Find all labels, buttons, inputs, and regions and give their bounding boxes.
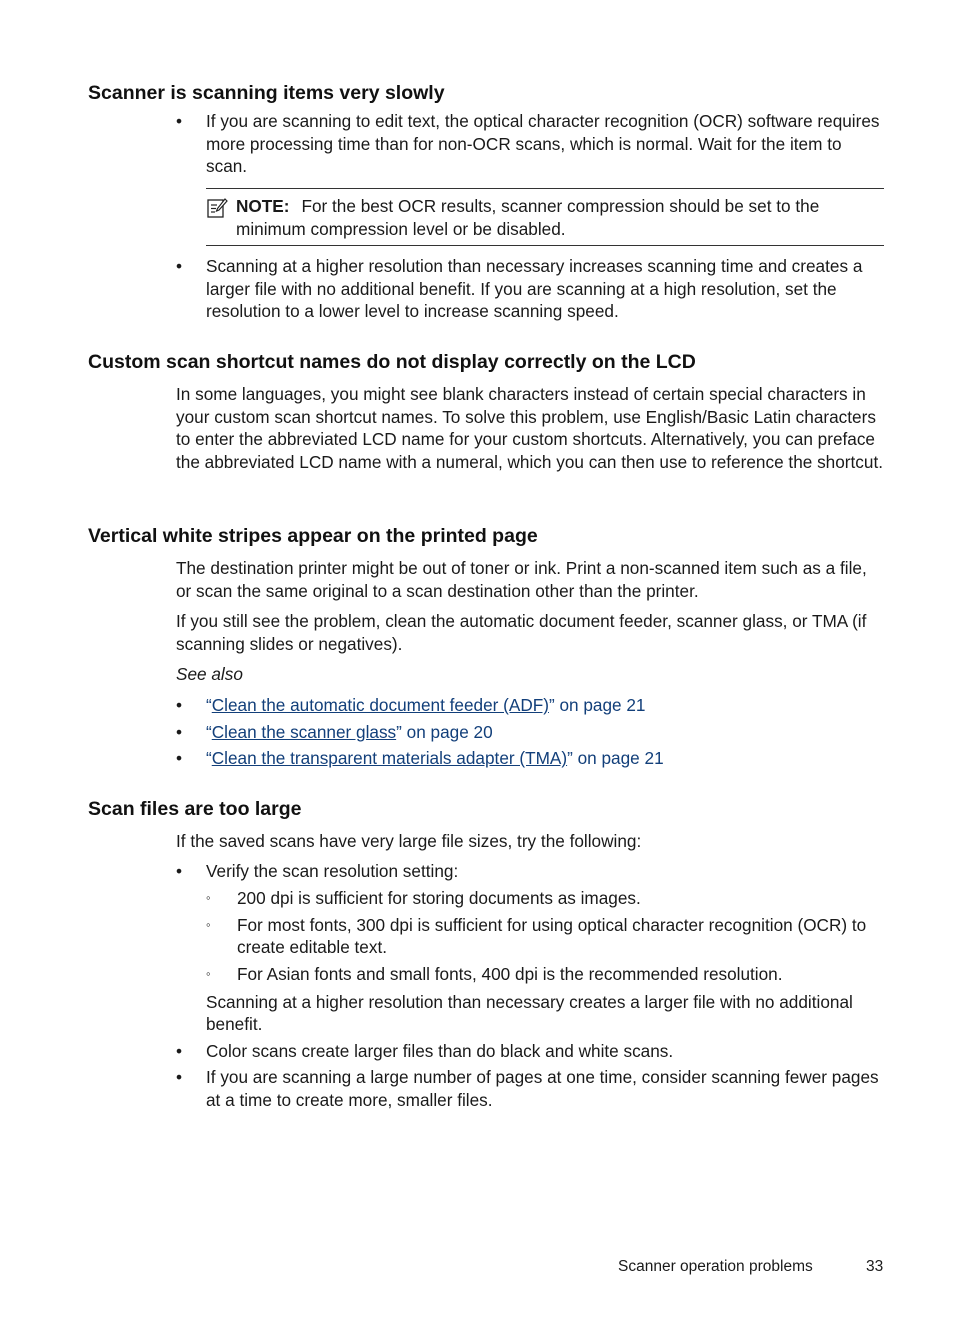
paragraph: The destination printer might be out of toner or ink. Print a non-scanned item such as a file, or scan the same original to a scan destination other than the printer.: [176, 558, 867, 601]
bullet-list: [176, 255, 886, 323]
list-item: • Verify the scan resolution setting: ◦ 200 dpi is sufficient for storing documents as images. ◦ For most fonts, 300 dpi is sufficient for using optical character recognition (OCR) to create editable text. ◦ For Asian fonts and small fonts, 400 dpi is the recommended resolution. Scanning at a higher resolution than necessary creates a larger file with no additional benefit.: [176, 860, 886, 1036]
paragraph: Scanning at a higher resolution than necessary creates a larger file with no additional benefit.: [206, 991, 853, 1035]
list-item: • If you are scanning to edit text, the optical character recognition (OCR) software requires more processing time than for non-OCR scans, which is normal. Wait for the item to scan.: [176, 110, 886, 178]
link-clean-scanner-glass[interactable]: “Clean the scanner glass” on page 20: [206, 721, 493, 742]
list-item: [176, 694, 886, 717]
footer-section-title: Scanner operation problems: [618, 1258, 813, 1275]
note-body: For the best OCR results, scanner compression should be set to the minimum compression level or be disabled.: [236, 196, 820, 239]
note-pad-icon: [206, 197, 228, 219]
list-item: • If you are scanning a large number of pages at one time, consider scanning fewer pages at a time to create more, smaller files.: [176, 1066, 886, 1111]
sub-list-item: ◦ For Asian fonts and small fonts, 400 dpi is the recommended resolution.: [206, 963, 886, 986]
note-label: NOTE:: [236, 196, 290, 216]
section-body-lcd-names: [176, 383, 886, 473]
section-body-slow-scanning-2: [176, 255, 886, 323]
note-text: [236, 195, 884, 240]
list-item: • Scanning at a higher resolution than necessary increases scanning time and creates a larger file with no additional benefit. If you are scanning at a high resolution, set the resolution to a lower level to increase scanning speed.: [176, 255, 886, 323]
section-body-slow-scanning: [176, 110, 886, 178]
sub-list-item: ◦ For most fonts, 300 dpi is sufficient for using optical character recognition (OCR) to create editable text.: [206, 914, 886, 959]
paragraph: If you still see the problem, clean the automatic document feeder, scanner glass, or TMA (if scanning slides or negatives).: [176, 611, 867, 654]
section-heading-white-stripes: Vertical white stripes appear on the printed page: [88, 525, 538, 547]
bullet-list: [176, 860, 886, 1112]
see-also-links: [176, 694, 886, 770]
section-heading-large-files: Scan files are too large: [88, 798, 302, 820]
section-heading-lcd-names: Custom scan shortcut names do not display correctly on the LCD: [88, 351, 696, 373]
list-item: • Color scans create larger files than do black and white scans.: [176, 1040, 886, 1063]
paragraph: If the saved scans have very large file sizes, try the following:: [176, 831, 642, 851]
bullet-list: [176, 110, 886, 178]
sub-list-item: ◦ 200 dpi is sufficient for storing documents as images.: [206, 887, 886, 910]
list-item: [176, 721, 886, 744]
section-body-white-stripes: [176, 557, 886, 770]
page-number: 33: [866, 1258, 884, 1275]
section-heading-slow-scanning: Scanner is scanning items very slowly: [88, 82, 445, 104]
link-clean-tma[interactable]: “Clean the transparent materials adapter (TMA)” on page 21: [206, 748, 664, 769]
paragraph: In some languages, you might see blank characters instead of certain special characters in your custom scan shortcut names. To solve this problem, use English/Basic Latin characters to enter the abbreviated LCD name for your custom shortcuts. Alternatively, you can preface the abbreviated LCD name with a numeral, which you can then use to reference the shortcut.: [176, 384, 883, 472]
section-body-large-files: [176, 830, 886, 1112]
note-box: [206, 188, 884, 246]
list-item: [176, 747, 886, 770]
see-also-label: See also: [176, 664, 243, 685]
sub-list: [206, 887, 886, 985]
link-clean-adf[interactable]: “Clean the automatic document feeder (ADF)” on page 21: [206, 694, 646, 715]
